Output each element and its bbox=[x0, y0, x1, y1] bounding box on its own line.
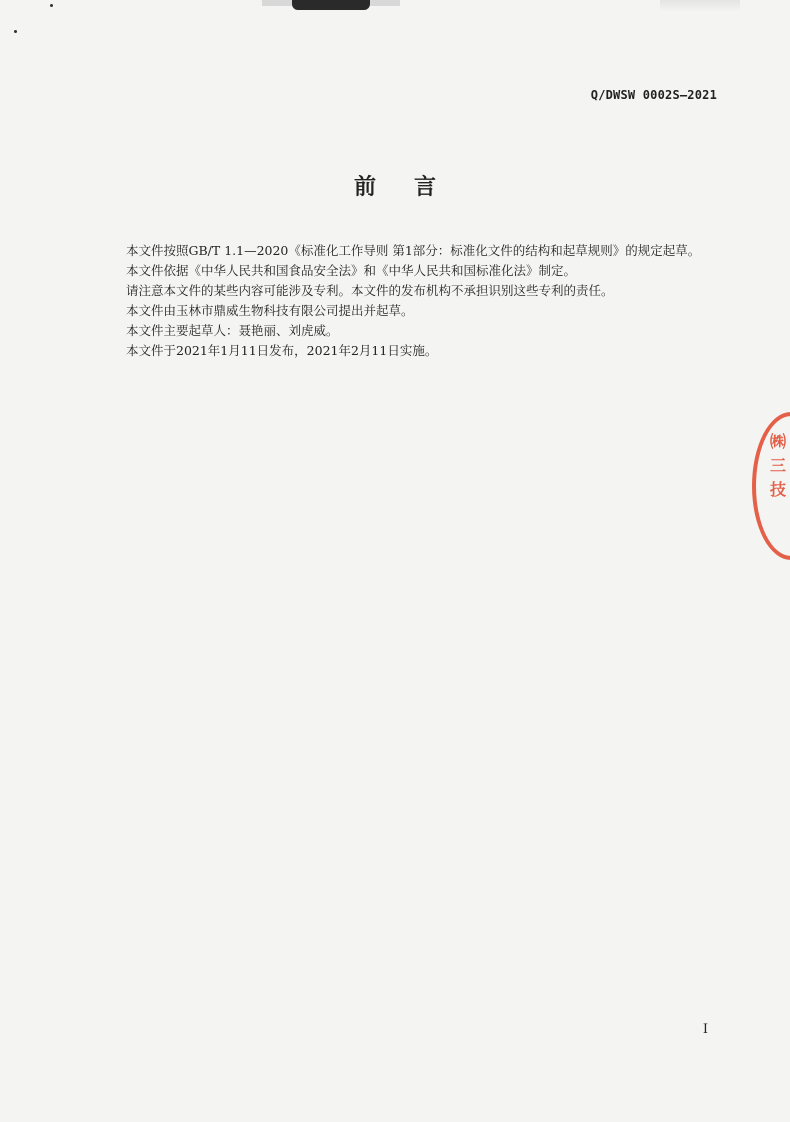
scan-artifact bbox=[262, 0, 292, 6]
paragraph: 本文件由玉林市鼎威生物科技有限公司提出并起草。 bbox=[126, 303, 414, 318]
paragraph: 本文件于2021年1月11日发布，2021年2月11日实施。 bbox=[126, 343, 438, 358]
scan-artifact bbox=[370, 0, 400, 6]
scan-artifact bbox=[292, 0, 370, 10]
scan-artifact bbox=[660, 0, 740, 12]
document-code: Q/DWSW 0002S—2021 bbox=[590, 88, 717, 102]
paragraph: 本文件依据《中华人民共和国食品安全法》和《中华人民共和国标准化法》制定。 bbox=[126, 263, 577, 278]
paragraph: 本文件按照GB/T 1.1—2020《标准化工作导则 第1部分：标准化文件的结构和起草规则》的规定起草。 bbox=[126, 243, 701, 258]
red-seal-stamp-text: ㈱ 三 技 bbox=[770, 432, 787, 499]
paragraph: 本文件主要起草人：聂艳丽、刘虎威。 bbox=[126, 323, 339, 338]
paragraph: 请注意本文件的某些内容可能涉及专利。本文件的发布机构不承担识别这些专利的责任。 bbox=[126, 283, 614, 298]
page-number: I bbox=[702, 1022, 708, 1037]
foreword-body bbox=[101, 241, 721, 361]
scan-speck bbox=[14, 30, 17, 33]
page-title: 前言 bbox=[353, 175, 474, 200]
scan-speck bbox=[50, 4, 53, 7]
